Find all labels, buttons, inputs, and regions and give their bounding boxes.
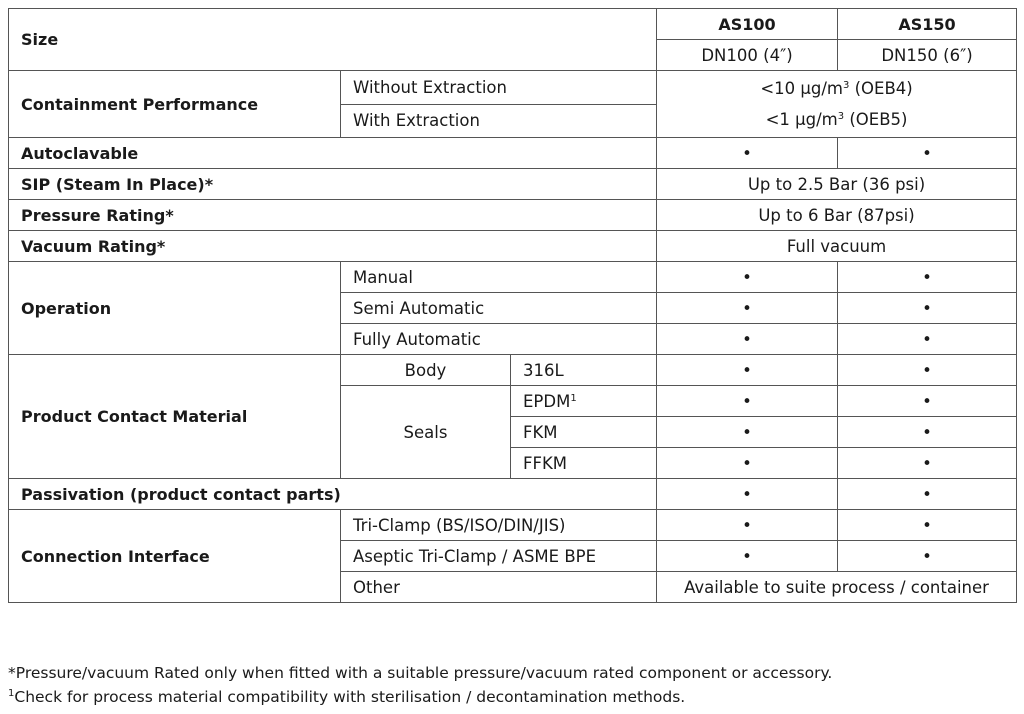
with-extraction-value: <1 $\mu g/m^3$ (OEB5)	[765, 110, 908, 129]
table-row	[9, 200, 1017, 231]
model-as150-header: AS150	[838, 9, 1017, 40]
bullet-mark: •	[838, 386, 1017, 417]
material-label: Product Contact Material	[9, 355, 341, 479]
table-row	[9, 169, 1017, 200]
operation-item: Fully Automatic	[341, 324, 657, 355]
table-row	[9, 9, 1017, 40]
footnote-compatibility: $^1$Check for process material compatibility with sterilisation / decontamination methods.	[8, 688, 686, 706]
vacuum-label: Vacuum Rating*	[9, 231, 657, 262]
as100-dn-size: DN100 (4″)	[657, 40, 838, 71]
autoclavable-label: Autoclavable	[9, 138, 657, 169]
bullet-mark: •	[838, 541, 1017, 572]
bullet-mark: •	[657, 510, 838, 541]
table-row	[9, 231, 1017, 262]
table-row	[9, 355, 1017, 386]
containment-label: Containment Performance	[9, 71, 341, 138]
bullet-mark: •	[657, 541, 838, 572]
connection-other-value: Available to suite process / container	[657, 572, 1017, 603]
bullet-mark: •	[838, 355, 1017, 386]
pressure-label: Pressure Rating*	[9, 200, 657, 231]
seals-label: Seals	[341, 386, 511, 479]
bullet-mark: •	[838, 417, 1017, 448]
table-row	[9, 262, 1017, 293]
without-extraction-value: <10 $\mu g/m^3$ (OEB4)	[760, 79, 913, 98]
table-row	[9, 510, 1017, 541]
bullet-mark: •	[657, 138, 838, 169]
connection-label: Connection Interface	[9, 510, 341, 603]
connection-item: Tri-Clamp (BS/ISO/DIN/JIS)	[341, 510, 657, 541]
bullet-mark: •	[838, 324, 1017, 355]
connection-item: Aseptic Tri-Clamp / ASME BPE	[341, 541, 657, 572]
containment-values	[657, 71, 1017, 138]
bullet-mark: •	[838, 293, 1017, 324]
bullet-mark: •	[657, 293, 838, 324]
operation-item: Semi Automatic	[341, 293, 657, 324]
model-as100-header: AS100	[657, 9, 838, 40]
spec-table	[8, 8, 1017, 603]
without-extraction-label: Without Extraction	[341, 71, 657, 105]
operation-label: Operation	[9, 262, 341, 355]
passivation-label: Passivation (product contact parts)	[9, 479, 657, 510]
body-label: Body	[341, 355, 511, 386]
bullet-mark: •	[657, 479, 838, 510]
vacuum-value: Full vacuum	[657, 231, 1017, 262]
bullet-mark: •	[838, 262, 1017, 293]
connection-item: Other	[341, 572, 657, 603]
bullet-mark: •	[657, 262, 838, 293]
as150-dn-size: DN150 (6″)	[838, 40, 1017, 71]
seal-item: EPDM$^1$	[511, 386, 657, 417]
bullet-mark: •	[657, 324, 838, 355]
bullet-mark: •	[838, 479, 1017, 510]
bullet-mark: •	[657, 355, 838, 386]
bullet-mark: •	[657, 448, 838, 479]
pressure-value: Up to 6 Bar (87psi)	[657, 200, 1017, 231]
sip-value: Up to 2.5 Bar (36 psi)	[657, 169, 1017, 200]
operation-item: Manual	[341, 262, 657, 293]
bullet-mark: •	[657, 386, 838, 417]
bullet-mark: •	[838, 510, 1017, 541]
table-row	[9, 479, 1017, 510]
bullet-mark: •	[838, 138, 1017, 169]
seal-item: FKM	[511, 417, 657, 448]
with-extraction-label: With Extraction	[341, 104, 657, 138]
bullet-mark: •	[838, 448, 1017, 479]
seal-item: FFKM	[511, 448, 657, 479]
footnote-pressure: *Pressure/vacuum Rated only when fitted with a suitable pressure/vacuum rated component or accessory.	[8, 664, 833, 682]
table-row	[9, 71, 1017, 105]
body-value: 316L	[511, 355, 657, 386]
table-row	[9, 138, 1017, 169]
sip-label: SIP (Steam In Place)*	[9, 169, 657, 200]
size-label: Size	[9, 9, 657, 71]
bullet-mark: •	[657, 417, 838, 448]
